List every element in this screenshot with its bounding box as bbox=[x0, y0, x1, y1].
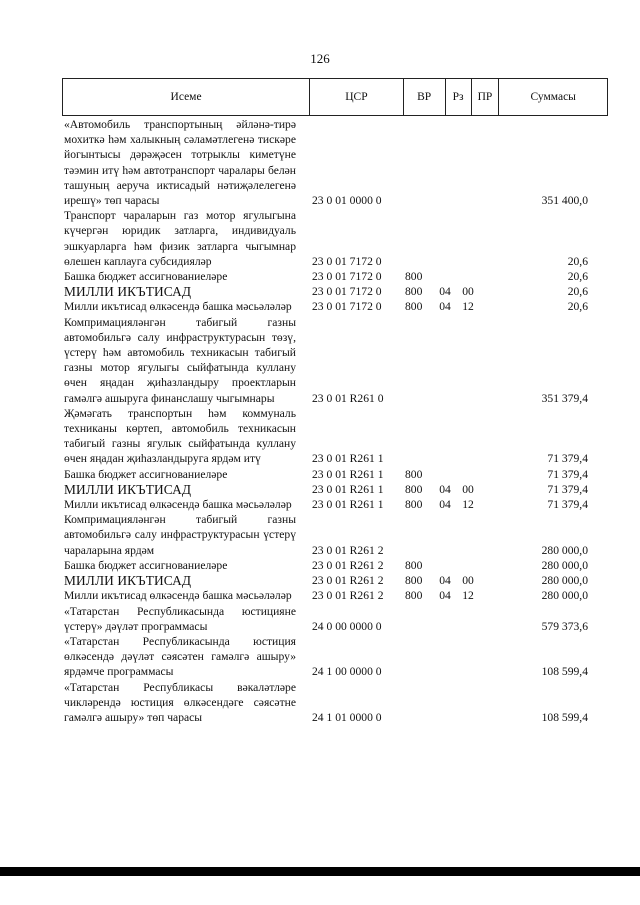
cell-name: МИЛЛИ ИКЪТИСАД bbox=[64, 284, 192, 300]
cell-csr: 23 0 01 0000 0 bbox=[312, 194, 382, 208]
scan-edge-bar bbox=[0, 867, 640, 876]
header-name: Исеме bbox=[63, 79, 310, 115]
cell-vr: 800 bbox=[405, 558, 423, 572]
cell-csr: 23 0 01 7172 0 bbox=[312, 300, 382, 314]
table-row bbox=[64, 406, 588, 467]
cell-sum: 579 373,6 bbox=[541, 619, 588, 633]
cell-name: Компримацияләнгән табигый газны автомобильгә салу инфраструктурасын үстерү чараларына ярдәм bbox=[64, 513, 296, 557]
cell-pr: 00 bbox=[462, 574, 474, 588]
table-row bbox=[64, 315, 588, 406]
table-row bbox=[64, 497, 588, 512]
cell-sum: 71 379,4 bbox=[547, 467, 588, 481]
cell-name: Башка бюджет ассигнованиеләре bbox=[64, 270, 228, 284]
table-row bbox=[64, 284, 588, 299]
cell-rz: 04 bbox=[439, 498, 451, 512]
cell-csr: 23 0 01 R261 2 bbox=[312, 574, 384, 588]
cell-sum: 20,6 bbox=[567, 285, 588, 299]
cell-rz: 04 bbox=[439, 300, 451, 314]
cell-sum: 71 379,4 bbox=[547, 482, 588, 496]
table-row bbox=[64, 467, 588, 482]
cell-name: «Татарстан Республикасы вәкаләтләре чикләрендә юстиция өлкәсендәге сәясәтне гамәлгә ашыру» төп чарасы bbox=[64, 680, 296, 724]
cell-vr: 800 bbox=[405, 270, 423, 284]
cell-name: Милли икътисад өлкәсендә башка мәсьәләләр bbox=[64, 498, 292, 512]
cell-rz: 04 bbox=[439, 589, 451, 603]
cell-vr: 800 bbox=[405, 498, 423, 512]
table-row bbox=[64, 588, 588, 603]
cell-csr: 23 0 01 R261 2 bbox=[312, 543, 384, 557]
cell-vr: 800 bbox=[405, 300, 423, 314]
cell-sum: 108 599,4 bbox=[541, 710, 588, 724]
cell-csr: 24 0 00 0000 0 bbox=[312, 619, 382, 633]
cell-name: «Татарстан Республикасында юстицияне үстерү» дәүләт программасы bbox=[64, 604, 296, 633]
cell-pr: 12 bbox=[462, 589, 474, 603]
header-csr: ЦСР bbox=[310, 79, 404, 115]
cell-rz: 04 bbox=[439, 285, 451, 299]
cell-name: Милли икътисад өлкәсендә башка мәсьәләләр bbox=[64, 589, 292, 603]
cell-csr: 24 1 01 0000 0 bbox=[312, 710, 382, 724]
cell-sum: 71 379,4 bbox=[547, 498, 588, 512]
cell-csr: 23 0 01 R261 2 bbox=[312, 558, 384, 572]
cell-vr: 800 bbox=[405, 482, 423, 496]
cell-name: Компримацияләнгән табигый газны автомобильгә салу инфраструктурасын төзү, үстерү һәм автомобиль техникасын табигый газны мотор ягулыгы сыйфатында куллану өчен яңадан җиһазландыру проектларын гамәлгә ашыруга финанслашу чыгымнары bbox=[64, 315, 296, 405]
header-pr: ПР bbox=[472, 79, 500, 115]
header-sum: Суммасы bbox=[530, 91, 576, 103]
cell-name: Башка бюджет ассигнованиеләре bbox=[64, 467, 228, 481]
table-row bbox=[64, 634, 588, 680]
cell-csr: 23 0 01 R261 0 bbox=[312, 391, 384, 405]
cell-name: Транспорт чараларын газ мотор ягулыгына күчергән юридик затларга, индивидуаль эшкуарларга һәм физик затларга чыгымнар өлешен каплауга субсидияләр bbox=[64, 209, 296, 268]
table-row bbox=[64, 482, 588, 497]
cell-rz: 04 bbox=[439, 482, 451, 496]
cell-rz: 04 bbox=[439, 574, 451, 588]
table-row bbox=[64, 604, 588, 634]
cell-csr: 23 0 01 R261 2 bbox=[312, 589, 384, 603]
header-vr: ВР bbox=[404, 79, 446, 115]
cell-pr: 00 bbox=[462, 482, 474, 496]
cell-vr: 800 bbox=[405, 589, 423, 603]
cell-sum: 280 000,0 bbox=[541, 543, 588, 557]
table-row bbox=[64, 208, 588, 269]
cell-name: Җәмәгать транспортын һәм коммуналь техниканы көртеп, автомобиль техникасын табигый газны ягулык сыйфатында куллану өчен яңадан җиһазландыруга ярдәм итү bbox=[64, 406, 296, 466]
cell-sum: 280 000,0 bbox=[541, 574, 588, 588]
cell-name: МИЛЛИ ИКЪТИСАД bbox=[64, 481, 192, 497]
table-row bbox=[64, 680, 588, 726]
cell-sum: 280 000,0 bbox=[541, 558, 588, 572]
header-rz: Рз bbox=[446, 79, 472, 115]
table-body bbox=[64, 117, 588, 725]
page-number: 126 bbox=[310, 51, 330, 66]
cell-csr: 23 0 01 R261 1 bbox=[312, 482, 384, 496]
cell-csr: 23 0 01 7172 0 bbox=[312, 285, 382, 299]
table-row bbox=[64, 558, 588, 573]
table-row bbox=[64, 299, 588, 314]
cell-csr: 23 0 01 R261 1 bbox=[312, 498, 384, 512]
cell-vr: 800 bbox=[405, 574, 423, 588]
cell-sum: 351 400,0 bbox=[541, 194, 588, 208]
cell-sum: 20,6 bbox=[567, 300, 588, 314]
cell-csr: 23 0 01 R261 1 bbox=[312, 452, 384, 466]
cell-sum: 71 379,4 bbox=[547, 452, 588, 466]
cell-name: Милли икътисад өлкәсендә башка мәсьәләләр bbox=[64, 300, 292, 314]
cell-name: МИЛЛИ ИКЪТИСАД bbox=[64, 573, 192, 589]
cell-csr: 24 1 00 0000 0 bbox=[312, 665, 382, 679]
cell-csr: 23 0 01 R261 1 bbox=[312, 467, 384, 481]
cell-name: Башка бюджет ассигнованиеләре bbox=[64, 558, 228, 572]
table-row bbox=[64, 512, 588, 558]
cell-sum: 351 379,4 bbox=[541, 391, 588, 405]
cell-pr: 00 bbox=[462, 285, 474, 299]
cell-vr: 800 bbox=[405, 285, 423, 299]
cell-csr: 23 0 01 7172 0 bbox=[312, 254, 382, 268]
cell-sum: 280 000,0 bbox=[541, 589, 588, 603]
table-row bbox=[64, 573, 588, 588]
cell-vr: 800 bbox=[405, 467, 423, 481]
cell-sum: 20,6 bbox=[567, 270, 588, 284]
table-row bbox=[64, 269, 588, 284]
cell-sum: 108 599,4 bbox=[541, 665, 588, 679]
table-header bbox=[62, 78, 608, 116]
cell-pr: 12 bbox=[462, 300, 474, 314]
cell-name: «Автомобиль транспортының әйләнә-тирә мохиткә һәм халыкның сәламәтлегенә тискәре йогынтысы дәрәҗәсен тотрыклы киметүне тәэмин итү һәм автотранспорт чаралары белән ташуның аеруча иктисадый нәтиҗәлелегенә ирешү» төп чарасы bbox=[64, 118, 296, 208]
cell-sum: 20,6 bbox=[567, 254, 588, 268]
table-row bbox=[64, 117, 588, 208]
cell-csr: 23 0 01 7172 0 bbox=[312, 270, 382, 284]
cell-pr: 12 bbox=[462, 498, 474, 512]
cell-name: «Татарстан Республикасында юстиция өлкәсендә дәүләт сәясәтен гамәлгә ашыру» ярдәмче программасы bbox=[64, 634, 296, 679]
